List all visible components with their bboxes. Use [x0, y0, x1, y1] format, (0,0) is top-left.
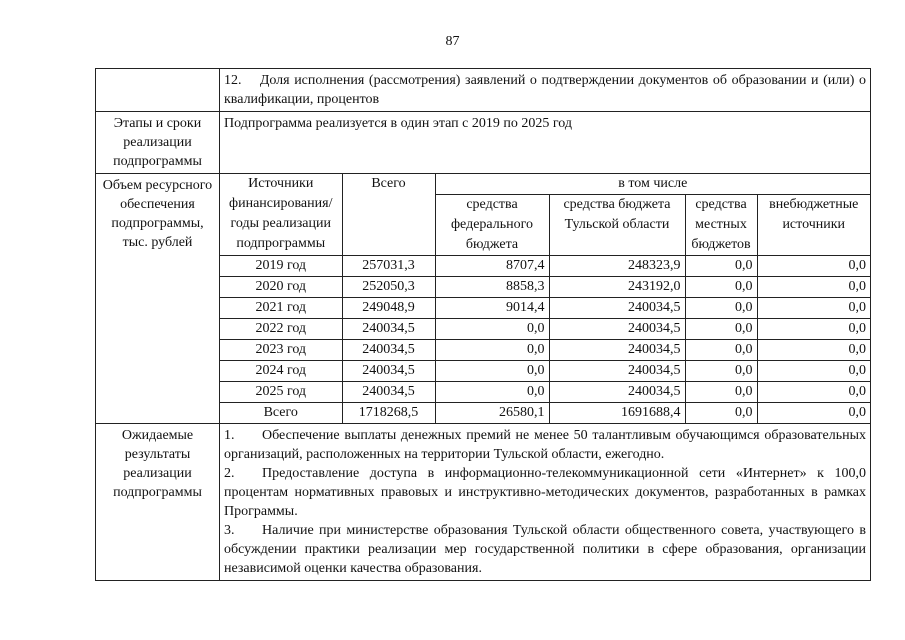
cell-local: 0,0	[685, 340, 757, 361]
financing-cell	[220, 174, 871, 424]
cell-federal: 8707,4	[435, 256, 549, 277]
row-resources	[96, 174, 871, 424]
cell-extra: 0,0	[757, 382, 870, 403]
cell-extra: 0,0	[757, 361, 870, 382]
cell-regional: 240034,5	[549, 382, 685, 403]
cell-local: 0,0	[685, 319, 757, 340]
cell-federal: 26580,1	[435, 403, 549, 424]
list-item-number: 3.	[224, 523, 235, 538]
cell-extra: 0,0	[757, 340, 870, 361]
cell-total: 252050,3	[342, 277, 435, 298]
cell-total: 1718268,5	[342, 403, 435, 424]
cell-local: 0,0	[685, 256, 757, 277]
cell-federal: 0,0	[435, 382, 549, 403]
cell-regional: 240034,5	[549, 340, 685, 361]
table-row	[220, 361, 870, 382]
list-item-text: Предоставление доступа в информационно-телекоммуникационной сети «Интернет» к 100,0 процентам нормативных правовых и инструктивно-методических документов, разработанных в рамках Программы.	[224, 466, 866, 519]
cell-local: 0,0	[685, 361, 757, 382]
passport-table	[95, 68, 871, 581]
cell-regional: 240034,5	[549, 319, 685, 340]
cell-total: 240034,5	[342, 382, 435, 403]
row-indicator	[96, 69, 871, 112]
list-item-text: Обеспечение выплаты денежных премий не менее 50 талантливым обучающимся образовательных организаций, расположенных на территории Тульской области, ежегодно.	[224, 428, 866, 462]
row-results	[96, 424, 871, 581]
row-results-label: Ожидаемые результаты реализации подпрограммы	[96, 424, 220, 581]
cell-local: 0,0	[685, 403, 757, 424]
table-row	[220, 298, 870, 319]
cell-federal: 9014,4	[435, 298, 549, 319]
cell-local: 0,0	[685, 277, 757, 298]
table-row	[220, 382, 870, 403]
cell-regional: 1691688,4	[549, 403, 685, 424]
row-indicator-label	[96, 69, 220, 112]
financing-header-row-1	[220, 174, 870, 195]
header-including: в том числе	[435, 174, 870, 195]
cell-extra: 0,0	[848, 405, 866, 420]
cell-extra: 0,0	[757, 256, 870, 277]
cell-year: 2023 год	[220, 340, 342, 361]
cell-year: 2022 год	[220, 319, 342, 340]
cell-regional: 240034,5	[549, 361, 685, 382]
cell-local: 0,0	[685, 382, 757, 403]
list-item-number: 2.	[224, 466, 235, 481]
cell-total: 240034,5	[342, 319, 435, 340]
list-item	[224, 426, 866, 464]
cell-federal: 0,0	[435, 319, 549, 340]
cell-extra: 0,0	[757, 319, 870, 340]
header-regional: средства бюджета Тульской области	[549, 195, 685, 256]
header-federal: средства федерального бюджета	[435, 195, 549, 256]
cell-federal: 8858,3	[435, 277, 549, 298]
list-item	[224, 521, 866, 578]
cell-regional: 248323,9	[549, 256, 685, 277]
cell-federal: 0,0	[435, 340, 549, 361]
row-stages	[96, 112, 871, 174]
cell-year: Всего	[220, 403, 342, 424]
cell-year: 2019 год	[220, 256, 342, 277]
row-stages-label: Этапы и сроки реализации подпрограммы	[96, 112, 220, 174]
financing-table	[220, 174, 870, 423]
results-list	[220, 424, 871, 581]
cell-regional: 243192,0	[549, 277, 685, 298]
table-row	[220, 256, 870, 277]
cell-year: 2021 год	[220, 298, 342, 319]
page-number: 87	[445, 34, 460, 49]
cell-total: 257031,3	[342, 256, 435, 277]
cell-year: 2025 год	[220, 382, 342, 403]
cell-total: 240034,5	[342, 361, 435, 382]
row-indicator-text: 12. Доля исполнения (рассмотрения) заявлений о подтверждении документов об образовании и (или) о квалификации, процентов	[220, 69, 871, 112]
list-item-text: Наличие при министерстве образования Тульской области общественного совета, участвующего в обсуждении практики реализации мер государственной политики в сфере образования, организации независимой оценки качества образования.	[224, 523, 866, 576]
cell-year: 2020 год	[220, 277, 342, 298]
header-sources: Источники финансирования/ годы реализации подпрограммы	[220, 174, 342, 256]
table-row	[220, 340, 870, 361]
header-extra: внебюджетные источники	[757, 195, 870, 256]
cell-extra: 0,0	[757, 298, 870, 319]
table-row	[220, 319, 870, 340]
cell-total: 249048,9	[342, 298, 435, 319]
table-row	[220, 277, 870, 298]
list-item-number: 1.	[224, 428, 235, 443]
row-resources-label: Объем ресурсного обеспечения подпрограммы, тыс. рублей	[96, 174, 220, 424]
cell-federal: 0,0	[435, 361, 549, 382]
table-row-total	[220, 403, 870, 424]
list-item	[224, 464, 866, 521]
cell-year: 2024 год	[220, 361, 342, 382]
header-local: средства местных бюджетов	[685, 195, 757, 256]
row-stages-value: Подпрограмма реализуется в один этап с 2019 по 2025 год	[220, 112, 871, 174]
cell-regional: 240034,5	[549, 298, 685, 319]
cell-extra: 0,0	[757, 277, 870, 298]
header-total: Всего	[342, 174, 435, 256]
cell-local: 0,0	[685, 298, 757, 319]
cell-total: 240034,5	[342, 340, 435, 361]
